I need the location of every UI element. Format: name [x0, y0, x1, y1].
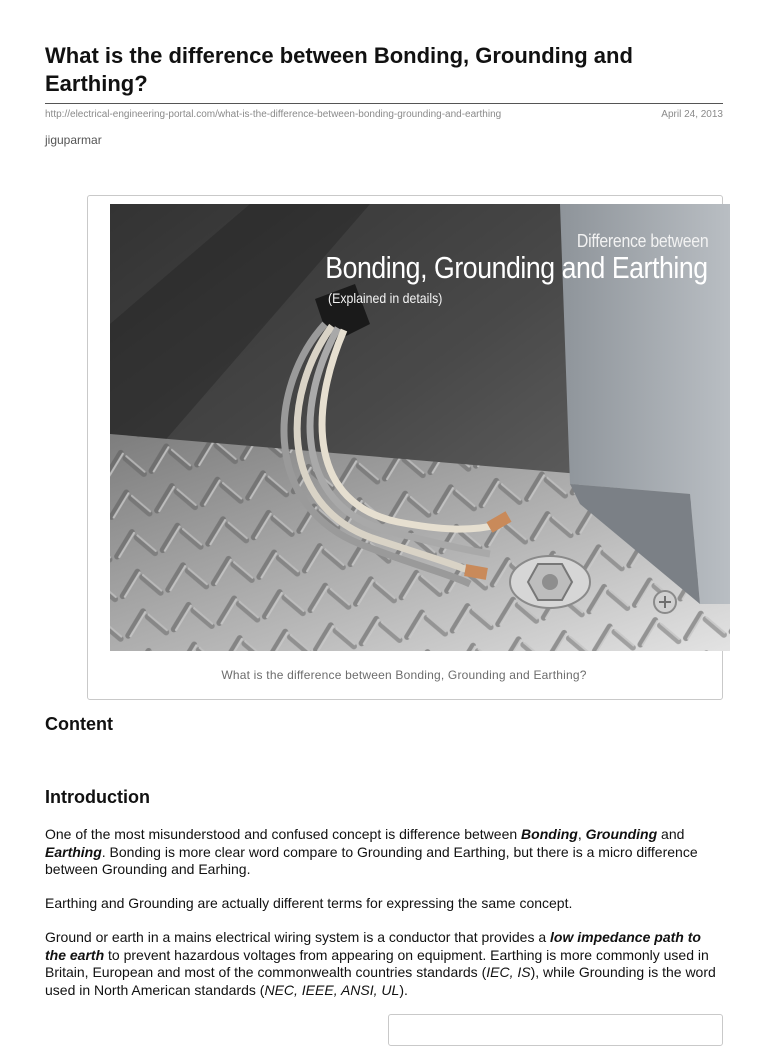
hero-kicker-text: Difference between — [576, 231, 708, 251]
intro-paragraph-3 — [45, 929, 725, 999]
p1-text-1: One of the most misunderstood and confused concept is difference between — [45, 826, 522, 842]
p3-text-3: ), while Grounding is the word used in North American standards ( — [45, 964, 716, 998]
figure-caption: What is the difference between Bonding, Grounding and Earthing? — [221, 668, 587, 682]
p1-bold-grounding: Grounding — [585, 826, 658, 842]
hero-image — [110, 204, 730, 651]
p1-text-2: , — [577, 826, 586, 842]
p1-text-4: . Bonding is more clear word compare to Grounding and Earthing, but there is a micro difference between Grounding and Earhing. — [45, 843, 698, 877]
post-date: April 24, 2013 — [661, 109, 723, 120]
p1-bold-earthing: Earthing — [45, 843, 102, 860]
page-title: What is the difference between Bonding, Grounding and Earthing? — [45, 43, 633, 96]
content-heading: Content — [45, 714, 113, 734]
p3-text-4: ). — [399, 981, 408, 998]
p3-text-2: to prevent hazardous voltages from appearing on equipment. Earthing is more commonly used in Britain, European and most of the commonwealth countries standards ( — [45, 946, 709, 980]
source-url[interactable]: http://electrical-engineering-portal.com/what-is-the-difference-between-bonding-grounding-and-earthing — [45, 109, 502, 120]
p3-italic-nec: NEC, IEEE, ANSI, UL — [264, 981, 400, 998]
p3-italic-iec: IEC, IS — [486, 964, 531, 980]
p3-text-1: Ground or earth in a mains electrical wiring system is a conductor that provides a — [45, 929, 551, 945]
p1-bold-bonding: Bonding — [521, 826, 578, 842]
intro-paragraph-2: Earthing and Grounding are actually different terms for expressing the same concept. — [45, 895, 573, 911]
intro-paragraph-1 — [45, 826, 725, 879]
hero-subtitle-text: (Explained in details) — [328, 290, 443, 306]
p3-bold-impedance: low impedance path to the earth — [45, 929, 701, 963]
hero-title-text: Bonding, Grounding and Earthing — [325, 250, 708, 285]
title-divider — [45, 103, 723, 104]
introduction-heading: Introduction — [45, 787, 150, 807]
author-name[interactable]: jiguparmar — [45, 133, 102, 147]
next-figure-frame — [388, 1014, 723, 1046]
p1-text-3: and — [657, 826, 685, 842]
